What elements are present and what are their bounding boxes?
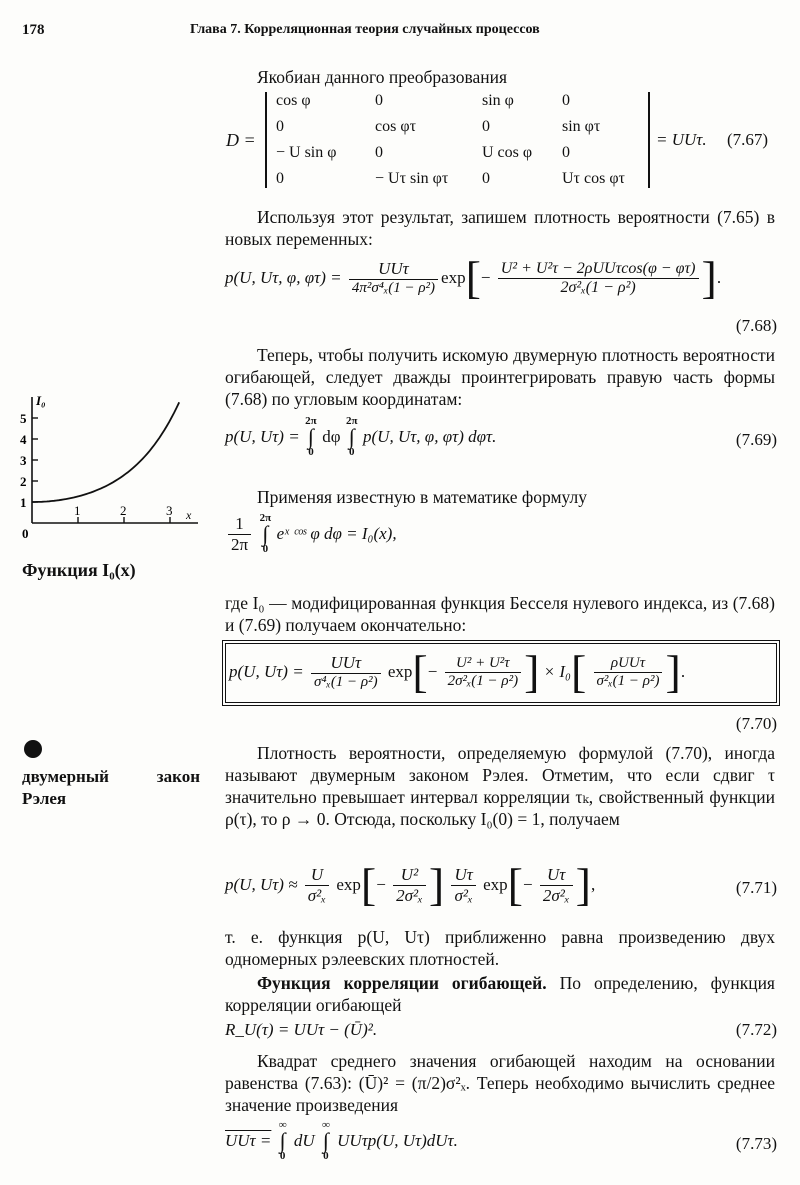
eq768-number: (7.68) [735, 316, 777, 335]
margin-term: двумерный закон Рэлея [22, 767, 200, 808]
graph-caption: Функция I₀(x) [22, 560, 136, 580]
para-768: Используя этот результат, запишем плотность вероятности (7.65) в новых переменных: [225, 207, 775, 249]
matrix-cell: sin φτ [562, 118, 601, 135]
origin-label: 0 [22, 526, 29, 540]
x-tick-label: 3 [166, 503, 173, 518]
bessel-fraction: $\frac{1}{2\pi}$ [228, 514, 251, 555]
matrix-cell: − Uτ sin φτ [375, 170, 449, 187]
matrix-cell: sin φ [482, 92, 514, 109]
matrix-cell: 0 [276, 170, 284, 187]
y-tick-label: 2 [20, 474, 27, 489]
y-tick-label: 1 [20, 495, 27, 510]
eq772-number: (7.72) [735, 1020, 777, 1039]
equation-7-73: UUτ = ∞ ∫ 0 dU ∞ ∫ 0 UUτp(U, Uτ)dUτ. (7.73) [225, 1119, 777, 1162]
eq770-number: (7.70) [735, 714, 777, 733]
para-769: Теперь, чтобы получить искомую двумерную плотность вероятности огибающей, следует дважды проинтегрировать правую часть формы (7.68) по угловым координатам: [225, 345, 775, 409]
eq773-number: (7.73) [735, 1134, 777, 1153]
eq767-rhs: = UUτ. [656, 130, 707, 149]
y-ticks [20, 411, 38, 510]
matrix-bar-right [648, 92, 650, 188]
eq768-fraction: $\frac{\text{UUτ}}{\text{4π²σ⁴ₓ(1 − ρ²)}}$ [349, 259, 438, 297]
x-ticks [74, 503, 173, 523]
equation-7-70: p(U, Uτ) = $\frac{\text{UUτ}}{\text{σ⁴ₓ(1 − ρ²)}}$ exp[− $\frac{\text{U² + U²τ}}{\text{2σ²ₓ(1 − ρ²)}}$ ] × I₀[ $\frac{\text{ρUUτ}}{\text{σ²ₓ(1 − ρ²)}}$ ]. [229, 646, 686, 697]
integral-sign: 2π ∫ 0 [305, 415, 317, 458]
matrix-cell: 0 [482, 118, 490, 135]
eq767-number: (7.67) [727, 130, 769, 149]
section-run-in-heading: Функция корреляции огибающей. [257, 973, 547, 993]
equation-7-68: p(U, Uτ, φ, φτ) = $\frac{\text{UUτ}}{\text{4π²σ⁴ₓ(1 − ρ²)}}$ exp[− $\frac{\text{U² + U²τ − 2ρUUτcos(φ − φτ)}}{\text{2σ²ₓ(1 − ρ²)}}$ ]. [225, 252, 722, 303]
page-number: 178 [22, 22, 45, 38]
matrix-cell: 0 [482, 170, 490, 187]
matrix-bar-left [265, 92, 267, 188]
y-tick-label: 5 [20, 411, 27, 426]
equation-7-69: p(U, Uτ) = 2π ∫ 0 dφ 2π ∫ 0 p(U, Uτ, φ, φτ) dφτ. (7.69) [225, 415, 777, 458]
bessel-formula: $\frac{1}{2\pi}$ 2π ∫ 0 eˣ ᶜᵒˢ φ dφ = I₀(x), [225, 513, 777, 569]
x-tick-label: 2 [120, 503, 127, 518]
matrix-cell: − U sin φ [276, 144, 337, 161]
matrix-cell: 0 [276, 118, 284, 135]
y-tick-label: 3 [20, 453, 27, 468]
integral-sign: 2π ∫ 0 [259, 512, 272, 555]
y-tick-label: 4 [20, 432, 27, 447]
matrix-label: D = [226, 130, 256, 150]
para-formula: Применяя известную в математике формулу [257, 487, 587, 507]
matrix-cell: 0 [562, 144, 570, 161]
eq768-inner-fraction: $\frac{\text{U² + U²τ − 2ρUUτcos(φ − φτ)}}{\text{2σ²ₓ(1 − ρ²)}}$ [498, 260, 699, 297]
eq769-number: (7.69) [735, 430, 777, 449]
equation-7-72: R_U(τ) = UUτ − (Ū)². (7.72) [225, 1020, 777, 1039]
matrix-cell: 0 [562, 92, 570, 109]
matrix-cell: cos φ [276, 92, 311, 109]
matrix-cell: U cos φ [482, 144, 533, 161]
jacobian-intro: Якобиан данного преобразования [257, 67, 508, 87]
x-axis-label: x [186, 508, 192, 522]
equation-7-70-box [222, 640, 780, 706]
matrix-cell: Uτ cos φτ [562, 170, 625, 187]
eq771-number: (7.71) [735, 878, 777, 897]
matrix-cell: 0 [375, 92, 383, 109]
para-correlation: Функция корреляции огибающей. По определению, функция корреляции огибающей [225, 973, 775, 1015]
para-square: Квадрат среднего значения огибающей находим на основании равенства (7.63): (Ū)² = (π/2)σ²ₓ. Теперь необходимо вычислить среднее значение произведения [225, 1051, 775, 1115]
para-rayleigh: Плотность вероятности, определяемую формулой (7.70), иногда называют двумерным законом Рэлея. Отметим, что если сдвиг τ значительно превышает интервал корреляции τₖ, свойственный функции ρ(τ), то ρ → 0. Отсюда, поскольку I₀(0) = 1, получаем [225, 743, 775, 829]
running-title: Глава 7. Корреляционная теория случайных процессов [190, 22, 540, 37]
integral-sign: 2π ∫ 0 [345, 415, 358, 458]
bessel-graph [10, 385, 200, 540]
page-header [0, 22, 800, 44]
y-axis-label: I₀ [36, 393, 46, 408]
x-tick-label: 1 [74, 503, 81, 518]
equation-7-71: p(U, Uτ) ≈ $\frac{U}{\text{σ²ₓ}}$ exp[− $\frac{\text{U²}}{\text{2σ²ₓ}}$ ] $\frac{U\tau}{\text{σ²ₓ}}$ exp[− $\frac{U\tau}{\text{2σ²ₓ}}$ ], (7.71) [225, 859, 777, 910]
matrix-cell: 0 [375, 144, 383, 161]
para-770: где I₀ — модифицированная функция Бесселя нулевого индекса, из (7.68) и (7.69) получаем окончательно: [225, 593, 775, 635]
matrix-cell: cos φτ [375, 118, 416, 135]
bullet-marker [24, 740, 42, 758]
para-product: т. е. функция p(U, Uτ) приближенно равна произведению двух одномерных рэлеевских плотностей. [225, 927, 775, 969]
bessel-curve [32, 402, 179, 502]
